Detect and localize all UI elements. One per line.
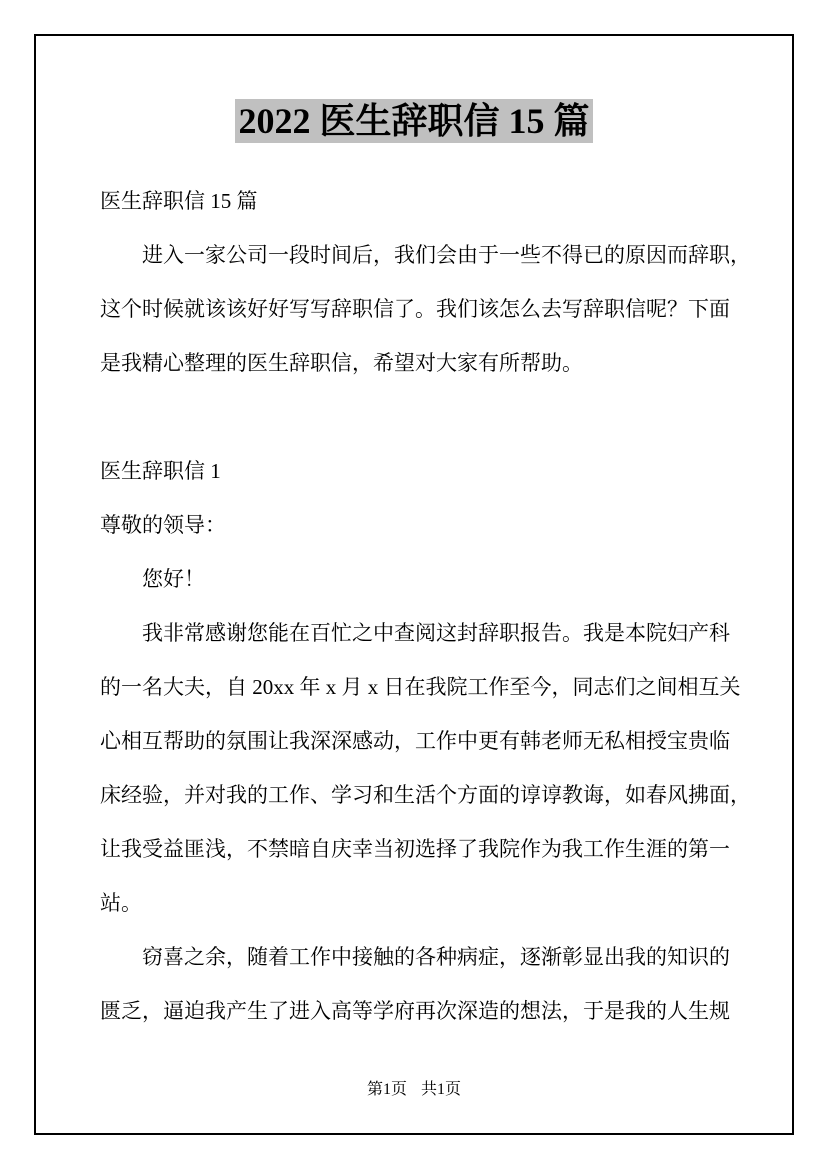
text-line: 站。	[100, 891, 142, 915]
document-title-row	[34, 99, 794, 143]
text-line: 让我受益匪浅，不禁暗自庆幸当初选择了我院作为我工作生涯的第一	[100, 837, 730, 861]
text-line: 这个时候就该该好好写写辞职信了。我们该怎么去写辞职信呢？下面	[100, 297, 730, 321]
text-line: 您好！	[100, 567, 205, 591]
text-line: 窃喜之余，随着工作中接触的各种病症，逐渐彰显出我的知识的	[100, 945, 730, 969]
text-line: 的一名大夫，自 20xx 年 x 月 x 日在我院工作至今，同志们之间相互关	[100, 675, 741, 699]
text-line: 我非常感谢您能在百忙之中查阅这封辞职报告。我是本院妇产科	[100, 621, 730, 645]
text-line: 进入一家公司一段时间后，我们会由于一些不得已的原因而辞职，	[100, 243, 751, 267]
page-footer	[34, 1080, 794, 1100]
text-line: 医生辞职信 15 篇	[100, 189, 258, 213]
page-number-current: 第1页	[366, 1081, 407, 1098]
page-count-total: 共1页	[421, 1081, 462, 1098]
text-line: 医生辞职信 1	[100, 459, 221, 483]
text-line: 匮乏，逼迫我产生了进入高等学府再次深造的想法，于是我的人生规	[100, 999, 730, 1023]
text-line: 尊敬的领导：	[100, 513, 226, 537]
text-line: 心相互帮助的氛围让我深深感动，工作中更有韩老师无私相授宝贵临	[100, 729, 730, 753]
document-body	[100, 174, 770, 1038]
text-line: 是我精心整理的医生辞职信，希望对大家有所帮助。	[100, 351, 583, 375]
text-line	[100, 390, 770, 444]
document-title: 2022 医生辞职信 15 篇	[235, 99, 592, 143]
text-line: 床经验，并对我的工作、学习和生活个方面的谆谆教诲，如春风拂面，	[100, 783, 751, 807]
